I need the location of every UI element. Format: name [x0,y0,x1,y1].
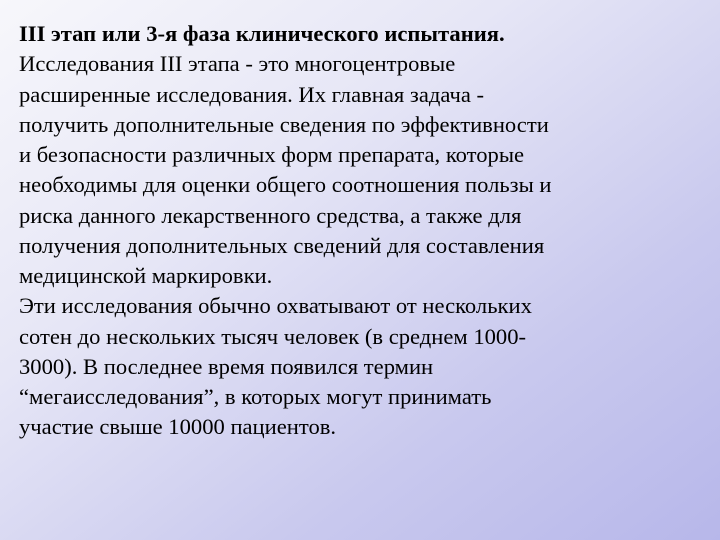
paragraph-1-line: риска данного лекарственного средства, а также для [19,202,522,228]
paragraph-2-line: Эти исследования обычно охватывают от нескольких [19,293,532,319]
paragraph-1-line: и безопасности различных форм препарата, которые [19,142,525,167]
paragraph-1-line: получить дополнительные сведения по эффективности [19,111,549,137]
paragraph-2-line: “мегаисследования”, в которых могут принимать [19,384,492,409]
paragraph-1-line: необходимы для оценки общего соотношения пользы и [19,172,552,198]
paragraph-2-line: сотен до нескольких тысяч человек (в среднем 1000- [19,323,527,349]
slide-text-block [19,19,709,443]
paragraph-2-line: 3000). В последнее время появился термин [19,353,434,379]
paragraph-1-line: медицинской маркировки. [19,263,273,288]
slide-title: III этап или 3-я фаза клинического испытания. [19,21,505,46]
paragraph-1-line: Исследования III этапа - это многоцентровые [19,51,456,77]
paragraph-1-line: получения дополнительных сведений для составления [19,232,545,258]
paragraph-2-line: участие свыше 10000 пациентов. [19,414,337,440]
paragraph-1-line: расширенные исследования. Их главная задача - [19,81,485,107]
